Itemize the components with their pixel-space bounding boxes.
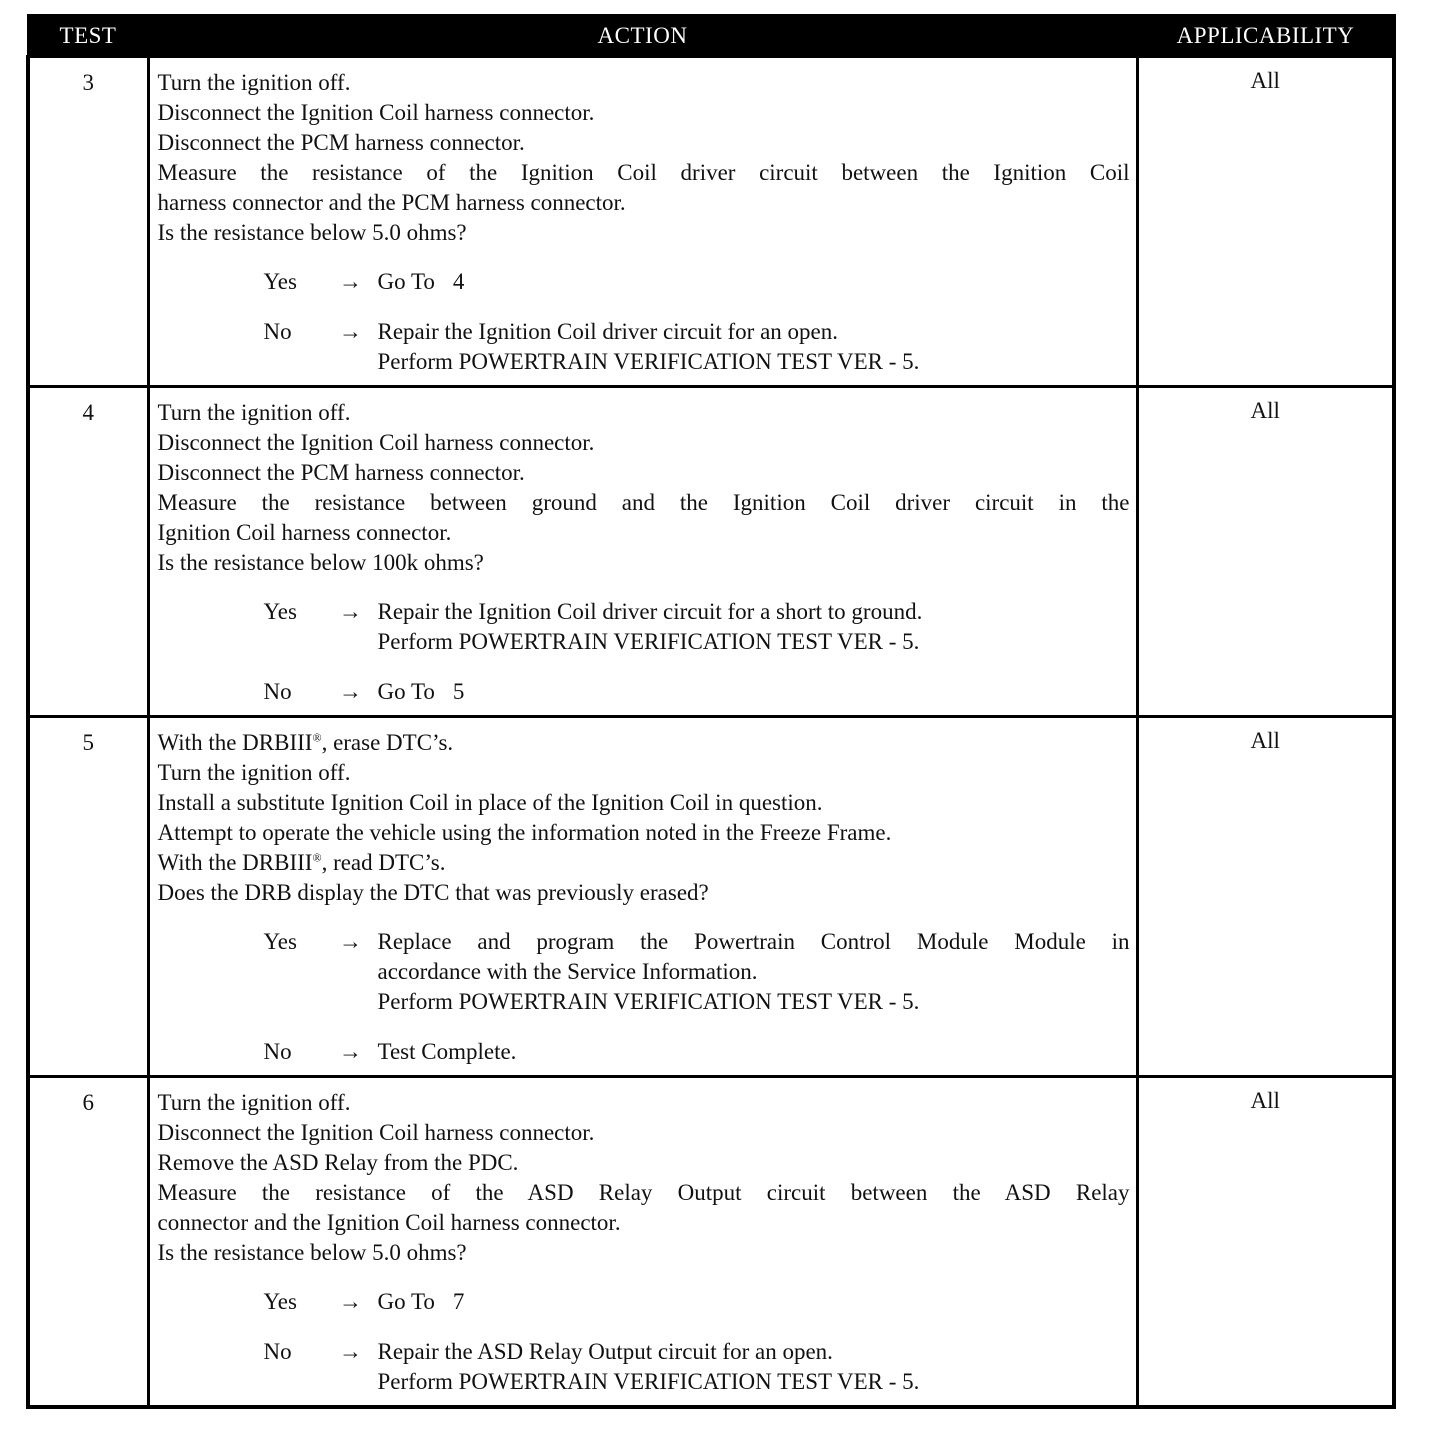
action-step: Disconnect the Ignition Coil harness connector. [157,100,595,125]
header-test: TEST [28,16,148,57]
action-step: Turn the ignition off. [157,760,351,785]
diagnostic-test-table [26,14,1396,1409]
action-step: Is the resistance below 5.0 ohms? [157,220,467,245]
test-number: 6 [28,1077,148,1408]
action-step: Disconnect the Ignition Coil harness connector. [157,1120,595,1145]
action-step: Measure the resistance of the ASD Relay Output circuit between the ASD Relay [157,1180,1130,1205]
action-step: With the DRBIII®, erase DTC’s. [157,730,454,755]
goto-test-number: 4 [452,269,465,294]
goto-test-number: 7 [452,1289,465,1314]
action-cell [148,1077,1137,1408]
right-arrow-icon: → [339,929,362,954]
outcome-line: Perform POWERTRAIN VERIFICATION TEST VER - 5. [377,629,920,654]
action-step: Ignition Coil harness connector. [157,520,452,545]
outcomes [158,927,1130,1067]
action-step: Is the resistance below 5.0 ohms? [157,1240,467,1265]
outcome-label: No [263,1339,292,1364]
action-step: Turn the ignition off. [157,1090,351,1115]
applicability: All [1137,387,1394,717]
action-step: Is the resistance below 100k ohms? [157,550,484,575]
outcome-result [378,1337,1130,1397]
action-step: harness connector and the PCM harness connector. [157,190,626,215]
outcome-label: Yes [263,269,297,294]
outcome-result [378,1037,1130,1067]
test-number: 4 [28,387,148,717]
header-applicability: APPLICABILITY [1137,16,1394,57]
outcome-line: Repair the ASD Relay Output circuit for an open. [377,1339,833,1364]
outcome-label: No [263,319,292,344]
goto-text: Go To [377,269,435,294]
action-step: Remove the ASD Relay from the PDC. [157,1150,519,1175]
right-arrow-icon: → [339,1039,362,1064]
outcome-result [378,267,1130,297]
action-step: Turn the ignition off. [157,70,351,95]
outcome-yes [158,1287,1130,1317]
action-step: Does the DRB display the DTC that was previously erased? [157,880,709,905]
action-cell [148,57,1137,387]
action-cell [148,387,1137,717]
action-step: Measure the resistance between ground and the Ignition Coil driver circuit in the [157,490,1130,515]
outcome-line: Perform POWERTRAIN VERIFICATION TEST VER - 5. [377,1369,920,1394]
table-row [28,1077,1394,1408]
outcome-label: No [263,1039,292,1064]
applicability: All [1137,1077,1394,1408]
outcome-line: Perform POWERTRAIN VERIFICATION TEST VER - 5. [377,989,920,1014]
registered-mark-icon: ® [312,730,322,745]
outcome-no [158,317,1130,377]
outcome-line: Repair the Ignition Coil driver circuit for an open. [377,319,839,344]
outcome-label: No [263,679,292,704]
outcome-label: Yes [263,929,297,954]
right-arrow-icon: → [339,1289,362,1314]
outcome-result [378,927,1130,1017]
outcome-no [158,1037,1130,1067]
action-cell [148,717,1137,1077]
outcome-label: Yes [263,1289,297,1314]
right-arrow-icon: → [339,319,362,344]
outcome-line: Test Complete. [377,1039,517,1064]
right-arrow-icon: → [339,599,362,624]
action-step: Measure the resistance of the Ignition Coil driver circuit between the Ignition Coil [157,160,1130,185]
registered-mark-icon: ® [312,850,322,865]
outcome-result [378,677,1130,707]
outcome-line: accordance with the Service Information. [377,959,758,984]
applicability: All [1137,717,1394,1077]
outcome-result [378,317,1130,377]
outcome-label: Yes [263,599,297,624]
outcome-no [158,677,1130,707]
outcome-result [378,1287,1130,1317]
table-row [28,717,1394,1077]
outcome-yes [158,267,1130,297]
header-action: ACTION [148,16,1137,57]
right-arrow-icon: → [339,679,362,704]
action-step: Disconnect the Ignition Coil harness connector. [157,430,595,455]
goto-text: Go To [377,679,435,704]
test-number: 5 [28,717,148,1077]
table-row [28,387,1394,717]
action-step: Disconnect the PCM harness connector. [157,130,525,155]
action-step: Disconnect the PCM harness connector. [157,460,525,485]
applicability: All [1137,57,1394,387]
outcome-line: Repair the Ignition Coil driver circuit for a short to ground. [377,599,923,624]
right-arrow-icon: → [339,269,362,294]
outcomes [158,597,1130,707]
outcome-result [378,597,1130,657]
outcome-yes [158,597,1130,657]
outcomes [158,267,1130,377]
action-step: With the DRBIII®, read DTC’s. [157,850,446,875]
test-number: 3 [28,57,148,387]
outcome-line: Replace and program the Powertrain Control Module Module in [377,929,1130,954]
goto-test-number: 5 [452,679,465,704]
outcome-yes [158,927,1130,1017]
right-arrow-icon: → [339,1339,362,1364]
action-step: Install a substitute Ignition Coil in place of the Ignition Coil in question. [157,790,823,815]
table-row [28,57,1394,387]
goto-text: Go To [377,1289,435,1314]
table-header-row [28,16,1394,57]
outcome-no [158,1337,1130,1397]
outcomes [158,1287,1130,1397]
action-step: Attempt to operate the vehicle using the information noted in the Freeze Frame. [157,820,892,845]
outcome-line: Perform POWERTRAIN VERIFICATION TEST VER - 5. [377,349,920,374]
action-step: Turn the ignition off. [157,400,351,425]
action-step: connector and the Ignition Coil harness connector. [157,1210,621,1235]
